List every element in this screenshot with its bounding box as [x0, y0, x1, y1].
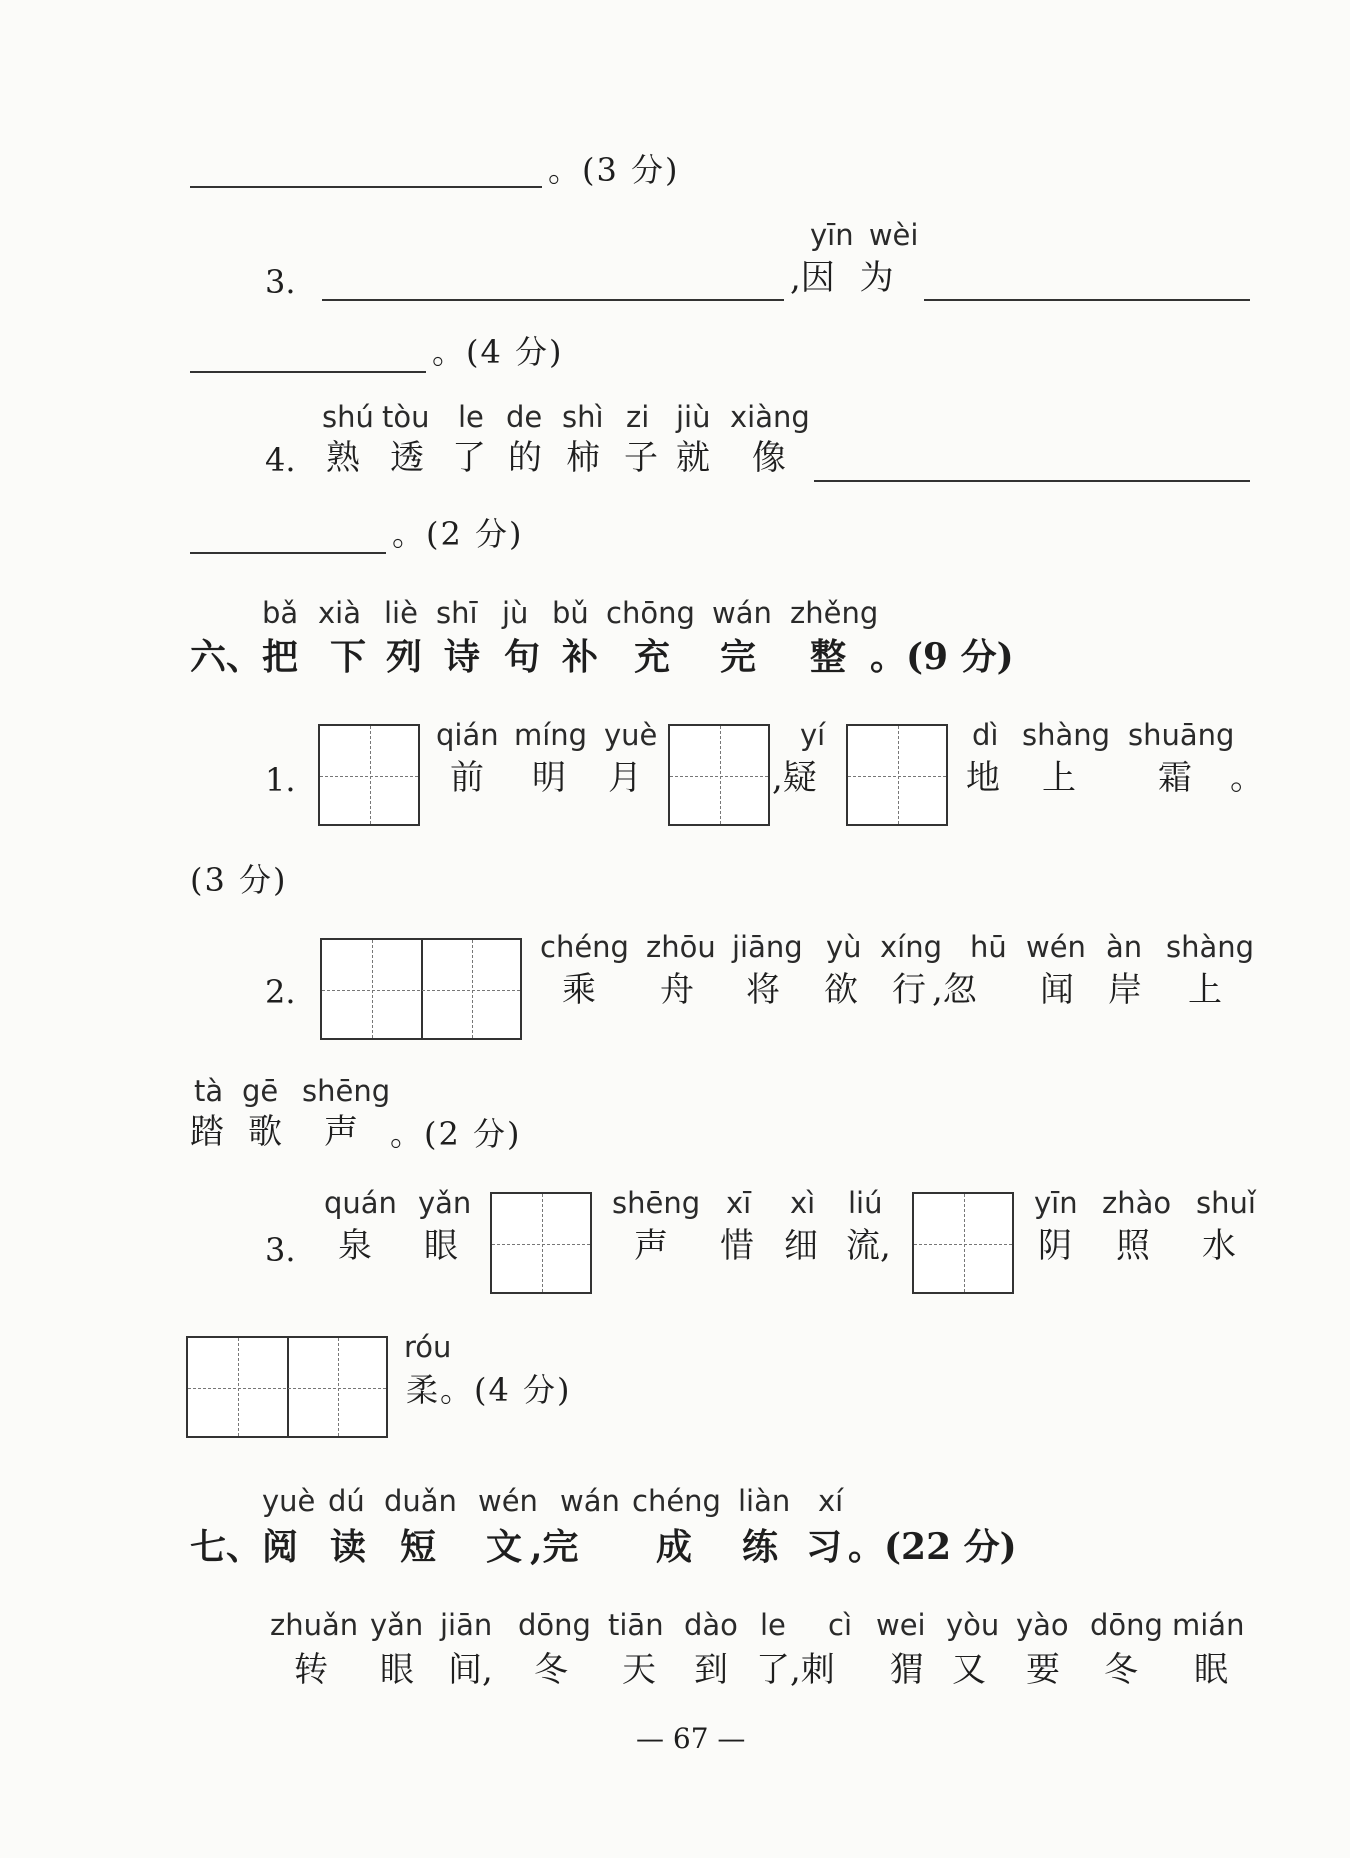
q6-2-number: 2.	[265, 973, 296, 1011]
q6-3-end: 柔。(4 分)	[406, 1371, 572, 1409]
tianzige-box[interactable]	[668, 724, 770, 826]
q5-3-because: ,因 为	[790, 258, 894, 298]
q5-3-number: 3.	[265, 263, 296, 301]
tianzige-box[interactable]	[490, 1192, 592, 1294]
q6-3-pinyin-d: róu	[404, 1330, 452, 1364]
q6-1-hanzi-b: ,疑	[772, 758, 817, 798]
page-number: — 67 —	[636, 1722, 746, 1755]
tianzige-double-box[interactable]	[320, 938, 522, 1040]
q5-2-score: 。(3 分)	[548, 151, 680, 189]
q5-3-pinyin: yīn wèi	[810, 218, 919, 252]
q5-3-score: 。(4 分)	[432, 333, 564, 371]
answer-line[interactable]	[814, 480, 1250, 482]
answer-line[interactable]	[190, 552, 386, 554]
tianzige-box[interactable]	[846, 724, 948, 826]
q6-1-pinyin-b: yí	[800, 718, 826, 752]
answer-line[interactable]	[190, 186, 542, 188]
q6-3-number: 3.	[265, 1231, 296, 1269]
tianzige-box[interactable]	[318, 724, 420, 826]
answer-line[interactable]	[322, 299, 784, 301]
answer-line[interactable]	[190, 371, 426, 373]
q6-1-number: 1.	[265, 761, 296, 799]
tianzige-box[interactable]	[912, 1192, 1014, 1294]
q6-1-score: (3 分)	[190, 861, 288, 899]
tianzige-double-box[interactable]	[186, 1336, 388, 1438]
q5-4-number: 4.	[265, 441, 296, 479]
answer-line[interactable]	[924, 299, 1250, 301]
q5-4-score: 。(2 分)	[392, 515, 524, 553]
